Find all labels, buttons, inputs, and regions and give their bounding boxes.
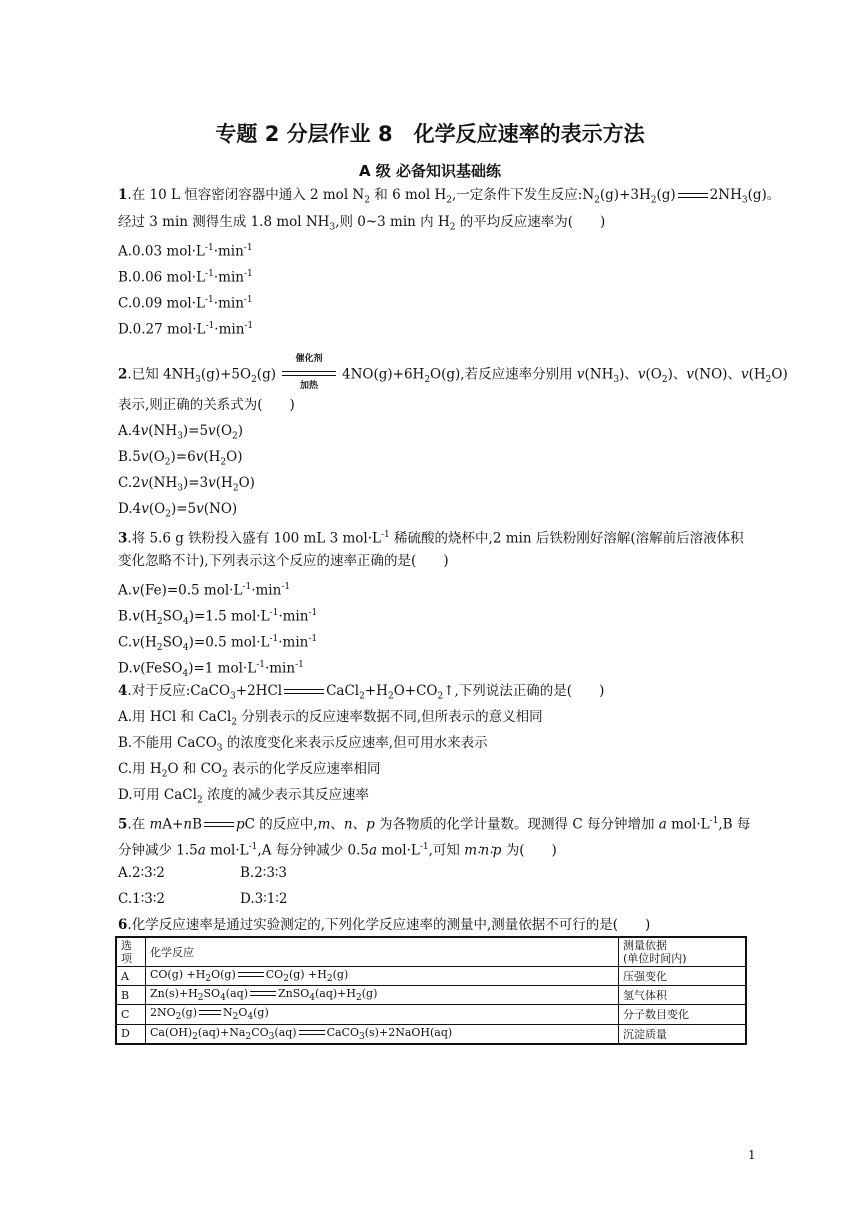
q3-option-a: A.v(Fe)=0.5 $mol\cdot L^{-1}\cdot\min^{-1}$	[118, 582, 291, 599]
reversible-arrow-icon	[676, 191, 710, 201]
q5-option-b: B.2∶3∶3	[240, 865, 288, 881]
equals-arrow-icon	[282, 687, 326, 697]
q5-line2: 分钟减少 1.5a $mol\cdot L^{-1},A$ 每分钟减少 0.5a $mol\cdot L^{-1}$,可知 m∶n∶p 为( )	[118, 842, 557, 859]
q2-option-b: $B.5v(O_2)=6v(H_2O)$	[118, 449, 243, 468]
reversible-arrow-icon	[202, 820, 236, 830]
q4-option-d: D.可用 CaCl$_2$ 浓度的减少表示其反应速率	[118, 787, 369, 806]
table-header-basis: 测量依据 (单位时间内)	[619, 937, 747, 967]
q4-option-b: B.不能用 CaCO$_3$ 的浓度变化来表示反应速率,但可用水来表示	[118, 735, 488, 754]
q4-line1: 4.对于反应:CaCO$_3$+2HCl $CaCl_2+H_2O+CO_2↑$,下列说法正确的是( )	[118, 683, 605, 702]
table-row: B $Zn(s)+H_2SO_4(aq)$ $ZnSO_4(aq)+H_2(g)$ 氢气体积	[116, 986, 746, 1005]
q6-table	[115, 936, 747, 1045]
table-row: D $Ca(OH)_2(aq)+Na_2CO_3(aq)$ CaCO$_3$(s)+2NaOH(aq) 沉淀质量	[116, 1024, 746, 1044]
q5-option-a: A.2∶3∶2	[118, 865, 165, 881]
q3-line2: 变化忽略不计),下列表示这个反应的速率正确的是( )	[118, 553, 449, 569]
catalyst-arrow-icon: 催化剂 加热	[280, 360, 338, 390]
q5-line1: 5.在 mA+nB pC 的反应中,m、n、p 为各物质的化学计量数。现测得 C 每分钟增加 a $mol\cdot L^{-1},B$ 每	[118, 816, 751, 833]
q1-option-b: B.0.06 $mol\cdot L^{-1}\cdot\min^{-1}$	[118, 269, 253, 286]
q2-line1: 2.已知 $4NH_3(g)+5O_2(g)$ 催化剂 加热 $4NO(g)+6H_2O(g)$,若反应速率分别用 $v(NH_3)$、$v(O_2)$、v(NO)、$v(H_2O)$	[118, 354, 788, 391]
table-header-row	[116, 937, 746, 967]
q1-number: 1	[118, 187, 128, 203]
section-title: A 级 必备知识基础练	[358, 162, 502, 180]
q1-option-d: D.0.27 $mol\cdot L^{-1}\cdot\min^{-1}$	[118, 321, 254, 338]
q5-option-d: D.3∶1∶2	[240, 891, 288, 907]
q3-option-c: $C.v(H_2SO_4)=0.5$ $mol\cdot L^{-1}\cdot\min^{-1}$	[118, 634, 318, 654]
q1-option-a: A.0.03 $mol\cdot L^{-1}\cdot\min^{-1}$	[118, 243, 253, 260]
q2-option-a: $A.4v(NH_3)=5v(O_2)$	[118, 423, 244, 442]
table-header-reaction: 化学反应	[146, 937, 619, 967]
q5-option-c: C.1∶3∶2	[118, 891, 165, 907]
q1-line2: 经过 3 min 测得生成 1.8 mol $NH_3$,则 0~3 min 内 $H_2$ 的平均反应速率为( )	[118, 214, 606, 233]
page-title: 专题 2 分层作业 8 化学反应速率的表示方法	[215, 122, 645, 146]
q3-option-b: $B.v(H_2SO_4)=1.5$ $mol\cdot L^{-1}\cdot\min^{-1}$	[118, 608, 318, 628]
q6-line1: 6.化学反应速率是通过实验测定的,下列化学反应速率的测量中,测量依据不可行的是( )	[118, 917, 651, 933]
q2-option-c: $C.2v(NH_3)=3v(H_2O)$	[118, 475, 255, 494]
q3-option-d: D.v(FeSO$_4$)=1 $mol\cdot L^{-1}\cdot\min^{-1}$	[118, 660, 304, 680]
table-row: C $2NO_2(g)$ $N_2O_4(g)$ 分子数目变化	[116, 1005, 746, 1024]
q2-option-d: $D.4v(O_2)=5v(NO)$	[118, 501, 238, 520]
table-header-option: 选 项	[116, 937, 146, 967]
page-number: 1	[748, 1148, 756, 1162]
q1-option-c: C.0.09 $mol\cdot L^{-1}\cdot\min^{-1}$	[118, 295, 253, 312]
q4-option-c: C.用 $H_2O$ 和 $CO_2$ 表示的化学反应速率相同	[118, 761, 381, 780]
table-row: A $CO(g) +H_2O(g)$ $CO_2(g) +H_2(g)$ 压强变化	[116, 967, 746, 986]
q4-option-a: A.用 HCl 和 CaCl$_2$ 分别表示的反应速率数据不同,但所表示的意义相同	[118, 709, 543, 728]
q1-line1: 1.在 10 L 恒容密闭容器中通入 2 mol $N_2$ 和 6 mol $H_2$,一定条件下发生反应$:N_2(g)+3H_2(g)$ $2NH_3(g)$。	[118, 187, 781, 206]
q3-line1: 3.将 5.6 g 铁粉投入盛有 100 mL 3 $mol\cdot L^{-1}$ 稀硫酸的烧杯中,2 min 后铁粉刚好溶解(溶解前后溶液体积	[118, 530, 744, 547]
q2-line2: 表示,则正确的关系式为( )	[118, 397, 295, 413]
